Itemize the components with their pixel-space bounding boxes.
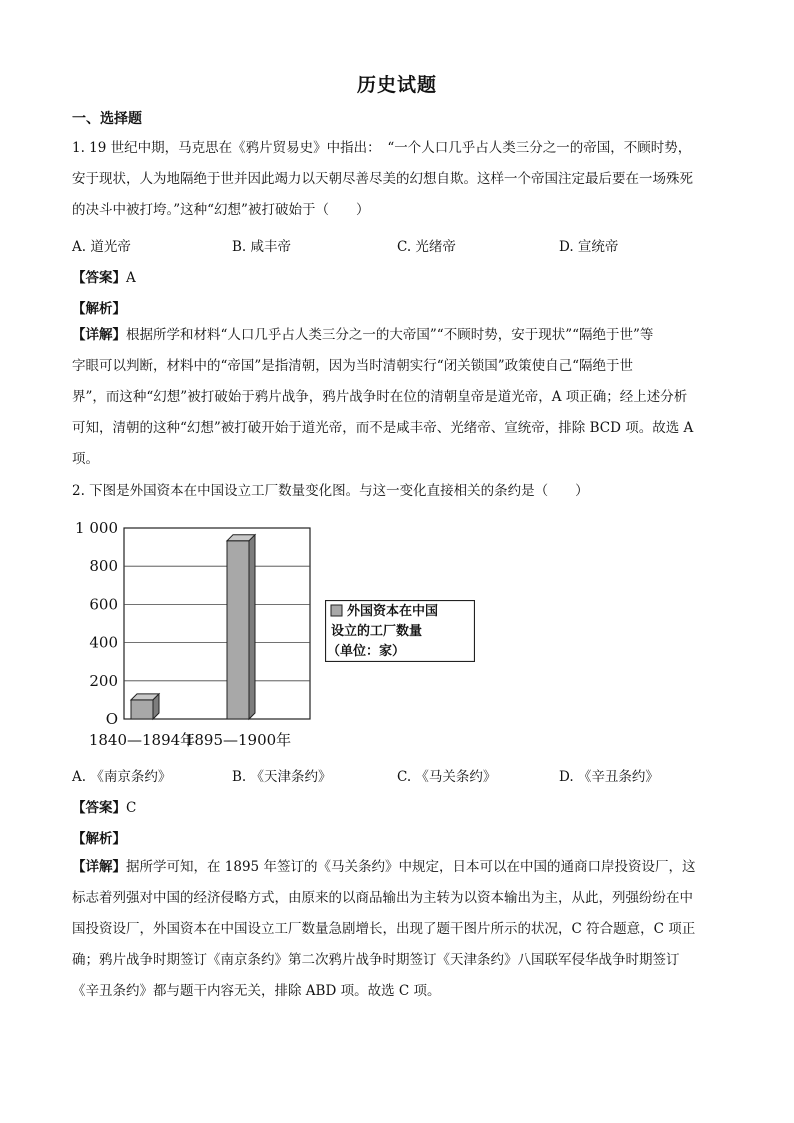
q1-detail-line: 界”，而这种“幻想”被打破始于鸦片战争，鸦片战争时在位的清朝皇帝是道光帝，A 项正确；经上述分析 — [72, 389, 688, 405]
legend-line-2: 设立的工厂数量 — [331, 624, 423, 639]
answer-label: 【答案】 — [72, 270, 126, 286]
q2-detail-line: 国投资设厂，外国资本在中国设立工厂数量急剧增长，出现了题干图片所示的状况，C 符合题意，C 项正 — [72, 921, 696, 937]
answer-value: A — [126, 270, 136, 286]
q1-stem-line: 1. 19 世纪中期，马克思在《鸦片贸易史》中指出： “一个人口几乎占人类三分之一的帝国，不顾时势， — [72, 140, 692, 156]
plot-frame — [124, 528, 310, 719]
q1-detail-line: 可知，清朝的这种“幻想”被打破开始于道光帝，而不是咸丰帝、光绪帝、宣统帝，排除 BCD 项。故选 A — [72, 420, 694, 436]
chart-legend — [325, 600, 475, 662]
q1-analysis-label — [72, 297, 126, 317]
detail-label: 【详解】 — [72, 327, 126, 343]
q2-option-b: B. 《天津条约》 — [232, 769, 332, 785]
q2-option-c: C. 《马关条约》 — [397, 769, 497, 785]
q1-option-a: A. 道光帝 — [72, 239, 131, 255]
q2-detail-line — [72, 852, 724, 883]
bar — [131, 700, 153, 719]
answer-value: C — [126, 800, 137, 816]
q2-detail — [72, 852, 724, 1007]
y-tick-label: 400 — [89, 633, 118, 652]
q1-detail-line: 字眼可以判断，材料中的“帝国”是指清朝，因为当时清朝实行“闭关锁国”政策使自己“隔绝于世 — [72, 358, 634, 374]
bar — [227, 541, 249, 719]
q2-analysis-label — [72, 827, 126, 847]
q1-answer — [72, 266, 136, 286]
q2-options — [72, 765, 724, 791]
bar-side — [249, 535, 255, 719]
y-tick-label: O — [105, 710, 118, 728]
legend-line-3: （单位：家） — [327, 644, 406, 659]
y-tick-label: 200 — [89, 671, 118, 690]
y-tick-label: 800 — [89, 557, 118, 576]
q1-detail-text: 根据所学和材料“人口几乎占人类三分之一的大帝国”“不顾时势，安于现状”“隔绝于世”等 — [126, 327, 654, 343]
q2-answer — [72, 796, 136, 816]
q2-stem-line: 2. 下图是外国资本在中国设立工厂数量变化图。与这一变化直接相关的条约是（ ） — [72, 483, 589, 499]
x-tick-label: 1895—1900年 — [184, 731, 292, 749]
q1-option-d: D. 宣统帝 — [559, 239, 619, 255]
analysis-label: 【解析】 — [72, 831, 126, 847]
q2-option-a: A. 《南京条约》 — [72, 769, 172, 785]
factory-count-chart — [70, 516, 360, 754]
q1-stem — [72, 133, 724, 226]
legend-swatch — [331, 605, 342, 616]
q1-stem-line: 安于现状，人为地隔绝于世并因此竭力以天朝尽善尽美的幻想自欺。这样一个帝国注定最后要在一场殊死 — [72, 171, 693, 187]
q1-option-c: C. 光绪帝 — [397, 239, 456, 255]
x-tick-labels — [89, 731, 291, 749]
q1-options — [72, 235, 724, 261]
q1-detail — [72, 320, 724, 475]
analysis-label: 【解析】 — [72, 301, 126, 317]
q2-stem — [72, 476, 724, 507]
gridlines — [124, 528, 310, 719]
bars — [131, 535, 255, 719]
section-heading: 一、选择题 — [72, 111, 142, 127]
x-tick-label: 1840—1894年 — [88, 731, 196, 749]
q2-detail-text: 据所学可知，在 1895 年签订的《马关条约》中规定，日本可以在中国的通商口岸投资设厂，这 — [126, 859, 696, 875]
q2-option-d: D. 《辛丑条约》 — [559, 769, 659, 785]
page-title: 历史试题 — [356, 74, 437, 96]
y-tick-label: 1 000 — [75, 519, 118, 537]
y-tick-label: 600 — [89, 595, 118, 614]
q2-detail-line: 标志着列强对中国的经济侵略方式，由原来的以商品输出为主转为以资本输出为主，从此，列强纷纷在中 — [72, 890, 693, 906]
q2-detail-line: 确；鸦片战争时期签订《南京条约》第二次鸦片战争时期签订《天津条约》八国联军侵华战争时期签订 — [72, 952, 680, 968]
q1-option-b: B. 咸丰帝 — [232, 239, 292, 255]
q1-detail-line — [72, 320, 724, 351]
answer-label: 【答案】 — [72, 800, 126, 816]
y-tick-labels — [75, 519, 118, 728]
q1-stem-line: 的决斗中被打垮。”这种“幻想”被打破始于（ ） — [72, 202, 370, 218]
legend-line-1: 外国资本在中国 — [347, 604, 439, 619]
q1-detail-line: 项。 — [72, 451, 99, 467]
q2-detail-line: 《辛丑条约》都与题干内容无关，排除 ABD 项。故选 C 项。 — [72, 983, 441, 999]
detail-label: 【详解】 — [72, 859, 126, 875]
